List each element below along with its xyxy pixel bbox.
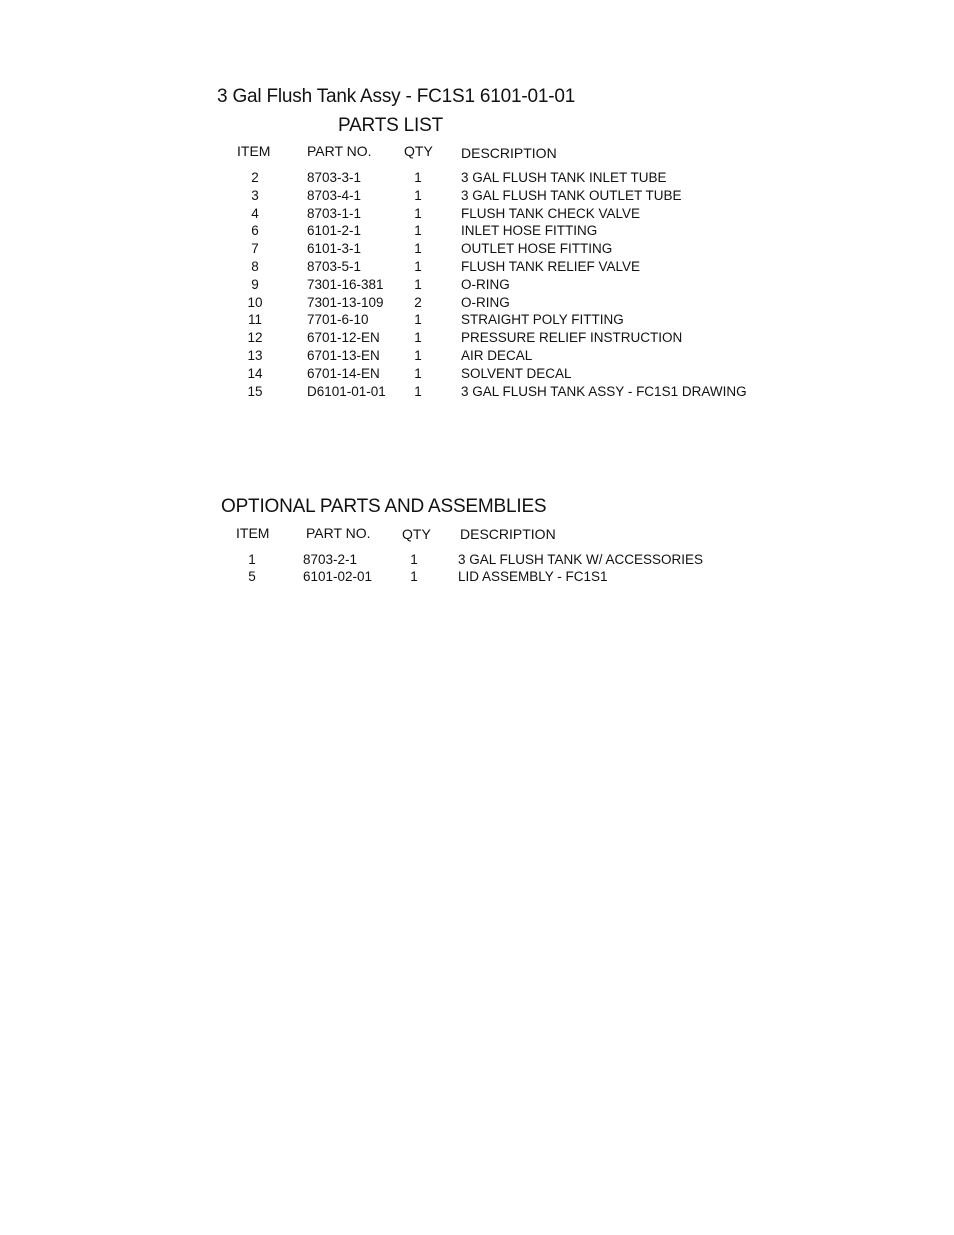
description: OUTLET HOSE FITTING	[461, 241, 613, 257]
item-number: 14	[247, 365, 263, 381]
part-number: 8703-5-1	[307, 259, 362, 274]
item-number: 8	[251, 259, 259, 274]
description: LID ASSEMBLY - FC1S1	[458, 569, 608, 584]
part-number: 8703-1-1	[307, 205, 362, 221]
quantity: 1	[414, 383, 422, 399]
part-number: D6101-01-01	[307, 383, 386, 399]
part-number: 8703-3-1	[307, 170, 362, 185]
part-number: 6701-12-EN	[307, 330, 380, 346]
part-number: 6701-13-EN	[307, 348, 380, 363]
description: FLUSH TANK CHECK VALVE	[461, 205, 641, 221]
quantity: 1	[414, 170, 422, 185]
column-header-description: DESCRIPTION	[461, 145, 557, 161]
item-number: 12	[247, 330, 263, 346]
column-header-item: ITEM	[237, 143, 271, 159]
description: SOLVENT DECAL	[461, 365, 572, 381]
part-number: 6101-3-1	[307, 241, 362, 257]
column-header-description: DESCRIPTION	[460, 526, 556, 542]
optional-parts-heading: OPTIONAL PARTS AND ASSEMBLIES	[221, 496, 547, 517]
part-number: 7301-16-381	[307, 276, 384, 292]
description: STRAIGHT POLY FITTING	[461, 312, 624, 328]
item-number: 5	[248, 569, 256, 584]
column-header-part-no: PART NO.	[306, 525, 371, 541]
quantity: 1	[410, 552, 418, 567]
column-header-part-no: PART NO.	[307, 143, 372, 159]
column-header-item: ITEM	[236, 525, 270, 541]
quantity: 1	[414, 312, 422, 328]
quantity: 1	[414, 330, 422, 346]
item-number: 1	[248, 552, 256, 567]
part-number: 7301-13-109	[307, 294, 384, 310]
quantity: 1	[414, 365, 422, 381]
quantity: 1	[414, 187, 422, 203]
part-number: 8703-4-1	[307, 187, 362, 203]
quantity: 1	[414, 259, 422, 274]
quantity: 2	[414, 294, 422, 310]
page-title: 3 Gal Flush Tank Assy - FC1S1 6101-01-01	[217, 86, 576, 107]
item-number: 15	[247, 383, 263, 399]
description: 3 GAL FLUSH TANK ASSY - FC1S1 DRAWING	[461, 383, 747, 399]
description: FLUSH TANK RELIEF VALVE	[461, 259, 641, 274]
parts-list-heading: PARTS LIST	[338, 115, 443, 136]
item-number: 2	[251, 170, 259, 185]
part-number: 6101-2-1	[307, 223, 362, 239]
part-number: 6101-02-01	[303, 569, 373, 584]
quantity: 1	[414, 223, 422, 239]
column-header-qty: QTY	[402, 526, 431, 542]
description: O-RING	[461, 276, 510, 292]
item-number: 3	[251, 187, 259, 203]
part-number: 8703-2-1	[303, 552, 358, 567]
part-number: 7701-6-10	[307, 312, 369, 328]
item-number: 11	[247, 312, 262, 328]
quantity: 1	[414, 348, 422, 363]
quantity: 1	[414, 276, 422, 292]
quantity: 1	[414, 205, 422, 221]
quantity: 1	[414, 241, 422, 257]
item-number: 10	[247, 294, 263, 310]
quantity: 1	[410, 569, 418, 584]
item-number: 6	[251, 223, 259, 239]
item-number: 7	[251, 241, 259, 257]
description: AIR DECAL	[461, 348, 533, 363]
description: 3 GAL FLUSH TANK INLET TUBE	[461, 170, 667, 185]
description: 3 GAL FLUSH TANK W/ ACCESSORIES	[458, 552, 704, 567]
description: PRESSURE RELIEF INSTRUCTION	[461, 330, 683, 346]
column-header-qty: QTY	[404, 143, 433, 159]
description: 3 GAL FLUSH TANK OUTLET TUBE	[461, 187, 682, 203]
item-number: 9	[251, 276, 259, 292]
item-number: 4	[251, 205, 259, 221]
description: O-RING	[461, 294, 510, 310]
description: INLET HOSE FITTING	[461, 223, 598, 239]
part-number: 6701-14-EN	[307, 365, 380, 381]
item-number: 13	[247, 348, 263, 363]
